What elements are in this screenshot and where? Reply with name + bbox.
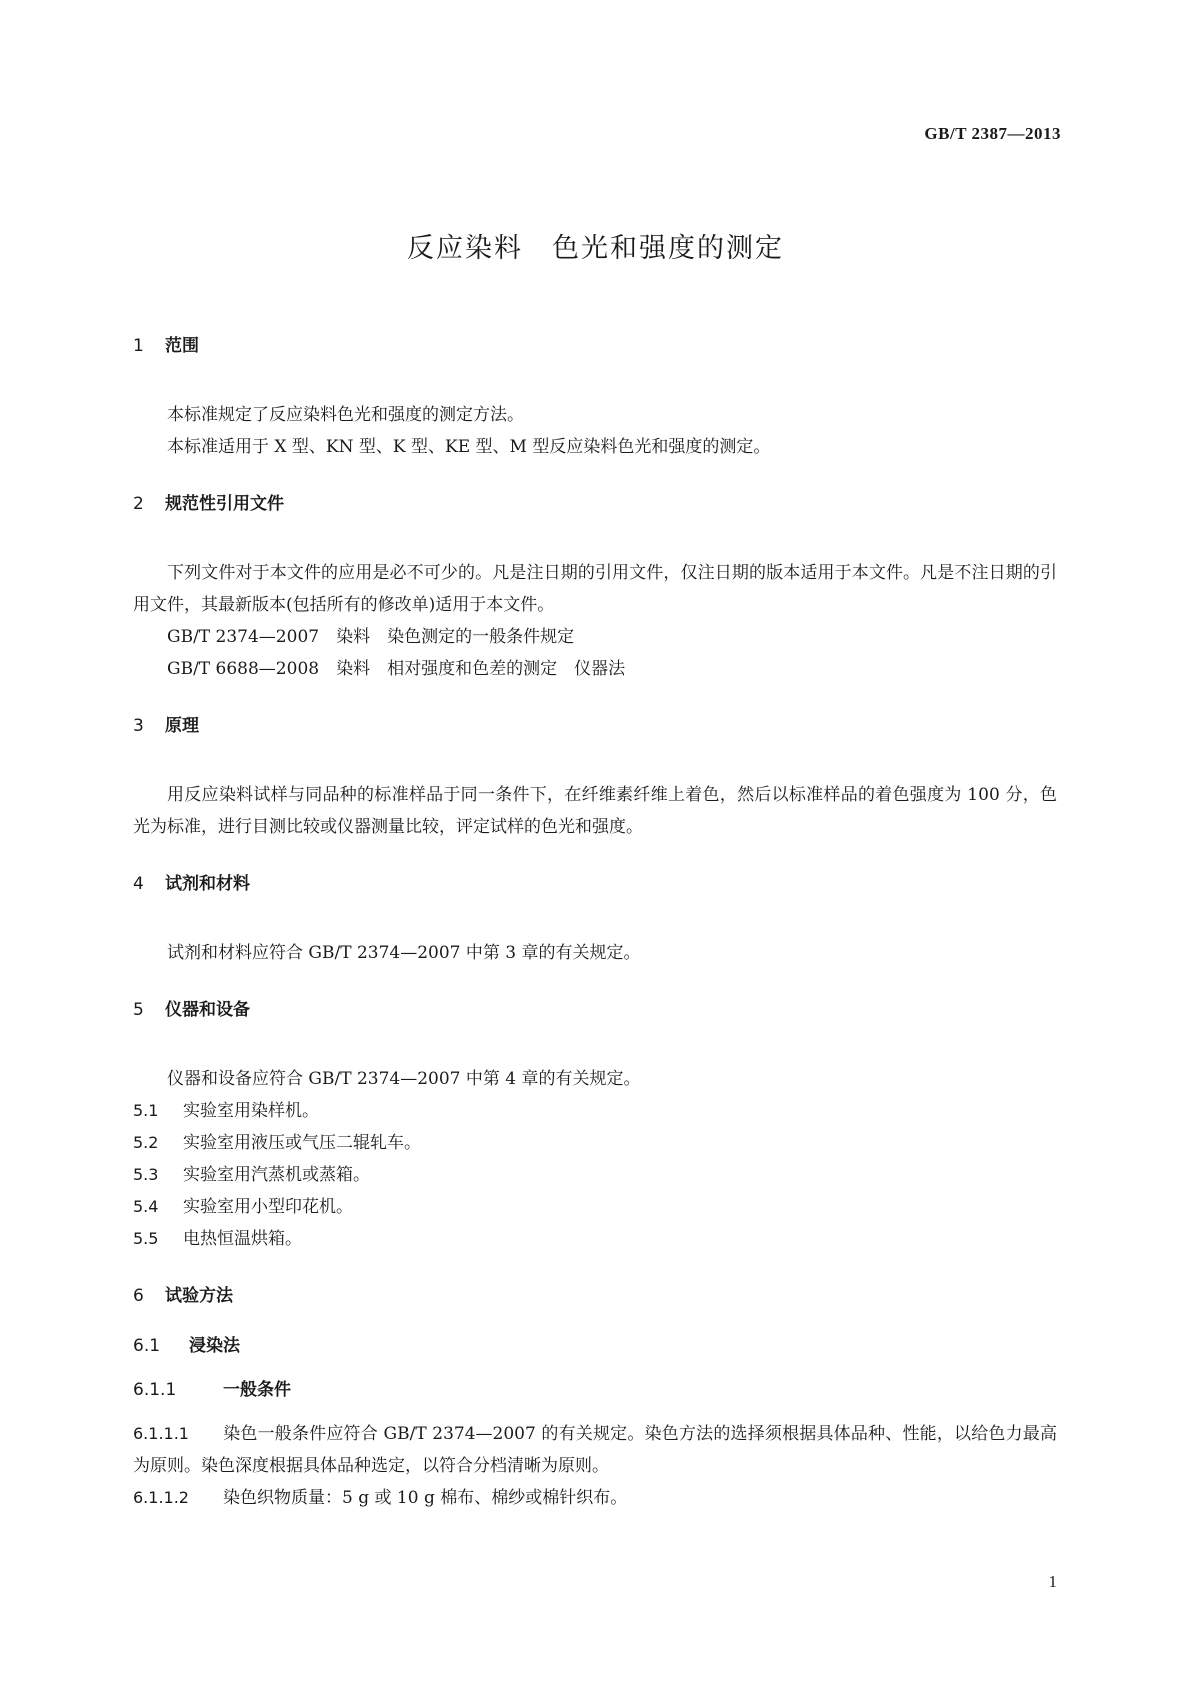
section-number: 1 (133, 336, 144, 356)
clause-number: 5.4 (133, 1197, 159, 1216)
clause-text: 染色一般条件应符合 GB/T 2374—2007 的有关规定。染色方法的选择须根据具体品种、性能，以给色力最高为原则。染色深度根据具体品种选定，以符合分档清晰为原则。 (133, 1424, 1057, 1476)
subsection-title: 一般条件 (223, 1380, 291, 1400)
clause-item (133, 1418, 1057, 1482)
clause-text: 实验室用染样机。 (183, 1101, 319, 1121)
section-heading-4 (133, 868, 1057, 900)
document-body (133, 330, 1057, 1514)
clause-item (133, 1482, 1057, 1514)
clause-number: 5.3 (133, 1165, 159, 1184)
clause-item (133, 1191, 1057, 1223)
clause-number: 6.1.1.1 (133, 1424, 189, 1443)
paragraph: 本标准规定了反应染料色光和强度的测定方法。 (167, 405, 524, 425)
subsection-heading-6-1 (133, 1330, 1057, 1362)
paragraph: 仪器和设备应符合 GB/T 2374—2007 中第 4 章的有关规定。 (167, 1069, 641, 1089)
clause-item (133, 1159, 1057, 1191)
reference-item: GB/T 6688—2008 染料 相对强度和色差的测定 仪器法 (167, 659, 626, 679)
section-title: 范围 (165, 336, 199, 356)
paragraph: 试剂和材料应符合 GB/T 2374—2007 中第 3 章的有关规定。 (167, 943, 641, 963)
clause-text: 实验室用小型印花机。 (183, 1197, 353, 1217)
section-title: 原理 (165, 716, 199, 736)
clause-item (133, 1095, 1057, 1127)
section-number: 6 (133, 1286, 144, 1306)
clause-item (133, 1223, 1057, 1255)
section-number: 4 (133, 874, 144, 894)
document-code: GB/T 2387—2013 (924, 124, 1061, 143)
subsection-heading-6-1-1 (133, 1374, 1057, 1406)
page-number: 1 (1048, 1572, 1057, 1591)
section-number: 3 (133, 716, 144, 736)
section-number: 2 (133, 494, 144, 514)
clause-text: 染色织物质量：5 g 或 10 g 棉布、棉纱或棉针织布。 (223, 1488, 628, 1508)
paragraph: 本标准适用于 X 型、KN 型、K 型、KE 型、M 型反应染料色光和强度的测定。 (167, 437, 771, 457)
clause-number: 5.1 (133, 1101, 159, 1120)
reference-item: GB/T 2374—2007 染料 染色测定的一般条件规定 (167, 627, 575, 647)
clause-text: 实验室用液压或气压二辊轧车。 (183, 1133, 421, 1153)
clause-text: 实验室用汽蒸机或蒸箱。 (183, 1165, 370, 1185)
section-title: 试剂和材料 (165, 874, 250, 894)
clause-item (133, 1127, 1057, 1159)
section-title: 试验方法 (165, 1286, 233, 1306)
clause-text: 电热恒温烘箱。 (183, 1229, 302, 1249)
section-heading-1 (133, 330, 1057, 362)
section-heading-6 (133, 1280, 1057, 1312)
clause-number: 5.5 (133, 1229, 159, 1248)
section-heading-5 (133, 994, 1057, 1026)
subsection-number: 6.1 (133, 1336, 161, 1356)
section-title: 规范性引用文件 (165, 494, 284, 514)
clause-number: 5.2 (133, 1133, 159, 1152)
section-title: 仪器和设备 (165, 1000, 250, 1020)
paragraph: 下列文件对于本文件的应用是必不可少的。凡是注日期的引用文件，仅注日期的版本适用于本文件。凡是不注日期的引用文件，其最新版本(包括所有的修改单)适用于本文件。 (133, 563, 1057, 615)
paragraph: 用反应染料试样与同品种的标准样品于同一条件下，在纤维素纤维上着色，然后以标准样品的着色强度为 100 分，色光为标准，进行目测比较或仪器测量比较，评定试样的色光和强度。 (133, 785, 1057, 837)
subsection-number: 6.1.1 (133, 1380, 177, 1400)
section-heading-2 (133, 488, 1057, 520)
section-number: 5 (133, 1000, 144, 1020)
clause-number: 6.1.1.2 (133, 1488, 189, 1507)
subsection-title: 浸染法 (189, 1336, 240, 1356)
document-title: 反应染料 色光和强度的测定 (407, 233, 784, 264)
section-heading-3 (133, 710, 1057, 742)
